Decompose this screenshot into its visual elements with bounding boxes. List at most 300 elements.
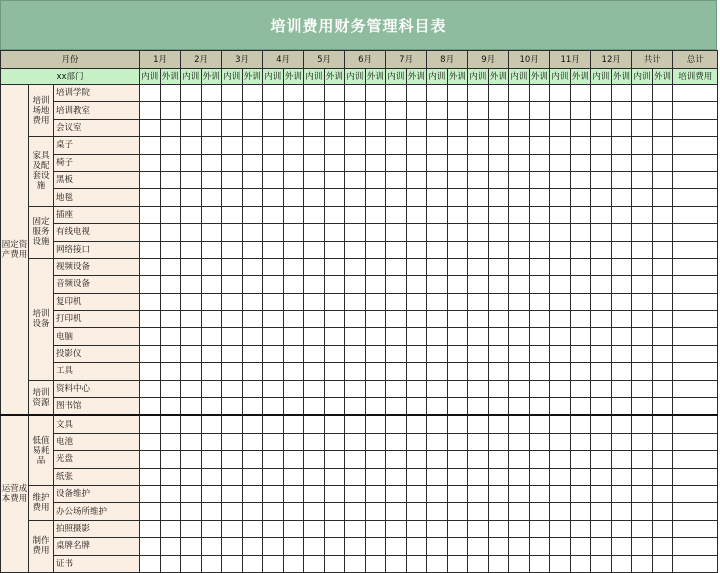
amount-cell[interactable] — [529, 485, 550, 502]
amount-cell[interactable] — [365, 137, 386, 154]
amount-cell[interactable] — [509, 433, 530, 450]
amount-cell[interactable] — [652, 258, 673, 275]
amount-cell[interactable] — [427, 345, 448, 362]
amount-cell[interactable] — [652, 137, 673, 154]
amount-cell[interactable] — [345, 224, 366, 241]
amount-cell[interactable] — [406, 137, 427, 154]
amount-cell[interactable] — [140, 345, 161, 362]
amount-cell[interactable] — [632, 380, 653, 397]
amount-cell[interactable] — [570, 468, 591, 485]
amount-cell[interactable] — [304, 415, 325, 433]
amount-cell[interactable] — [550, 485, 571, 502]
amount-cell[interactable] — [263, 328, 284, 345]
amount-cell[interactable] — [160, 171, 181, 188]
amount-cell[interactable] — [652, 345, 673, 362]
amount-cell[interactable] — [611, 503, 632, 520]
amount-cell[interactable] — [529, 328, 550, 345]
amount-cell[interactable] — [427, 468, 448, 485]
amount-cell[interactable] — [447, 206, 468, 223]
amount-cell[interactable] — [488, 154, 509, 171]
amount-cell[interactable] — [283, 485, 304, 502]
amount-cell[interactable] — [591, 189, 612, 206]
amount-cell[interactable] — [550, 503, 571, 520]
amount-cell[interactable] — [181, 555, 202, 572]
amount-cell[interactable] — [386, 189, 407, 206]
amount-cell[interactable] — [468, 398, 489, 416]
amount-cell[interactable] — [140, 328, 161, 345]
amount-cell[interactable] — [652, 555, 673, 572]
amount-cell[interactable] — [324, 345, 345, 362]
amount-cell[interactable] — [365, 345, 386, 362]
amount-cell[interactable] — [324, 398, 345, 416]
amount-cell[interactable] — [304, 520, 325, 537]
amount-cell[interactable] — [488, 258, 509, 275]
amount-cell[interactable] — [345, 171, 366, 188]
amount-cell[interactable] — [406, 520, 427, 537]
amount-cell[interactable] — [611, 137, 632, 154]
amount-cell[interactable] — [365, 119, 386, 136]
amount-cell[interactable] — [222, 276, 243, 293]
amount-cell[interactable] — [283, 328, 304, 345]
amount-cell[interactable] — [488, 189, 509, 206]
amount-cell[interactable] — [550, 189, 571, 206]
amount-cell[interactable] — [529, 538, 550, 555]
amount-cell[interactable] — [673, 119, 718, 136]
amount-cell[interactable] — [181, 345, 202, 362]
amount-cell[interactable] — [386, 154, 407, 171]
amount-cell[interactable] — [652, 171, 673, 188]
amount-cell[interactable] — [468, 276, 489, 293]
amount-cell[interactable] — [345, 433, 366, 450]
amount-cell[interactable] — [509, 206, 530, 223]
amount-cell[interactable] — [427, 154, 448, 171]
amount-cell[interactable] — [570, 171, 591, 188]
amount-cell[interactable] — [386, 451, 407, 468]
amount-cell[interactable] — [488, 485, 509, 502]
amount-cell[interactable] — [611, 119, 632, 136]
amount-cell[interactable] — [222, 293, 243, 310]
amount-cell[interactable] — [160, 241, 181, 258]
amount-cell[interactable] — [263, 189, 284, 206]
amount-cell[interactable] — [345, 119, 366, 136]
amount-cell[interactable] — [242, 276, 263, 293]
amount-cell[interactable] — [427, 415, 448, 433]
amount-cell[interactable] — [386, 224, 407, 241]
amount-cell[interactable] — [160, 363, 181, 380]
amount-cell[interactable] — [222, 538, 243, 555]
amount-cell[interactable] — [263, 555, 284, 572]
amount-cell[interactable] — [632, 224, 653, 241]
amount-cell[interactable] — [242, 311, 263, 328]
amount-cell[interactable] — [673, 276, 718, 293]
amount-cell[interactable] — [406, 555, 427, 572]
amount-cell[interactable] — [324, 241, 345, 258]
amount-cell[interactable] — [611, 224, 632, 241]
amount-cell[interactable] — [140, 520, 161, 537]
amount-cell[interactable] — [570, 380, 591, 397]
amount-cell[interactable] — [160, 555, 181, 572]
amount-cell[interactable] — [160, 520, 181, 537]
amount-cell[interactable] — [406, 398, 427, 416]
amount-cell[interactable] — [447, 119, 468, 136]
amount-cell[interactable] — [488, 415, 509, 433]
amount-cell[interactable] — [386, 119, 407, 136]
amount-cell[interactable] — [447, 555, 468, 572]
amount-cell[interactable] — [550, 345, 571, 362]
amount-cell[interactable] — [242, 241, 263, 258]
amount-cell[interactable] — [222, 415, 243, 433]
amount-cell[interactable] — [386, 380, 407, 397]
amount-cell[interactable] — [263, 206, 284, 223]
amount-cell[interactable] — [181, 137, 202, 154]
amount-cell[interactable] — [345, 415, 366, 433]
amount-cell[interactable] — [488, 555, 509, 572]
amount-cell[interactable] — [222, 154, 243, 171]
amount-cell[interactable] — [529, 398, 550, 416]
amount-cell[interactable] — [406, 503, 427, 520]
amount-cell[interactable] — [386, 258, 407, 275]
amount-cell[interactable] — [488, 503, 509, 520]
amount-cell[interactable] — [488, 85, 509, 102]
amount-cell[interactable] — [488, 224, 509, 241]
amount-cell[interactable] — [324, 328, 345, 345]
amount-cell[interactable] — [468, 189, 489, 206]
amount-cell[interactable] — [673, 555, 718, 572]
amount-cell[interactable] — [550, 276, 571, 293]
amount-cell[interactable] — [242, 206, 263, 223]
amount-cell[interactable] — [263, 380, 284, 397]
amount-cell[interactable] — [304, 119, 325, 136]
amount-cell[interactable] — [427, 451, 448, 468]
amount-cell[interactable] — [222, 85, 243, 102]
amount-cell[interactable] — [427, 224, 448, 241]
amount-cell[interactable] — [673, 451, 718, 468]
amount-cell[interactable] — [652, 415, 673, 433]
amount-cell[interactable] — [140, 485, 161, 502]
amount-cell[interactable] — [488, 137, 509, 154]
amount-cell[interactable] — [386, 555, 407, 572]
amount-cell[interactable] — [181, 293, 202, 310]
amount-cell[interactable] — [488, 102, 509, 119]
amount-cell[interactable] — [488, 276, 509, 293]
amount-cell[interactable] — [427, 171, 448, 188]
amount-cell[interactable] — [242, 503, 263, 520]
amount-cell[interactable] — [509, 398, 530, 416]
amount-cell[interactable] — [304, 485, 325, 502]
amount-cell[interactable] — [222, 363, 243, 380]
amount-cell[interactable] — [242, 189, 263, 206]
amount-cell[interactable] — [447, 380, 468, 397]
amount-cell[interactable] — [652, 433, 673, 450]
amount-cell[interactable] — [673, 520, 718, 537]
amount-cell[interactable] — [324, 189, 345, 206]
amount-cell[interactable] — [140, 154, 161, 171]
amount-cell[interactable] — [386, 398, 407, 416]
amount-cell[interactable] — [160, 503, 181, 520]
amount-cell[interactable] — [468, 171, 489, 188]
amount-cell[interactable] — [181, 102, 202, 119]
amount-cell[interactable] — [591, 433, 612, 450]
amount-cell[interactable] — [201, 538, 222, 555]
amount-cell[interactable] — [611, 520, 632, 537]
amount-cell[interactable] — [181, 258, 202, 275]
amount-cell[interactable] — [365, 293, 386, 310]
amount-cell[interactable] — [468, 258, 489, 275]
amount-cell[interactable] — [283, 538, 304, 555]
amount-cell[interactable] — [160, 189, 181, 206]
amount-cell[interactable] — [406, 451, 427, 468]
amount-cell[interactable] — [160, 468, 181, 485]
amount-cell[interactable] — [140, 85, 161, 102]
amount-cell[interactable] — [160, 380, 181, 397]
amount-cell[interactable] — [263, 538, 284, 555]
amount-cell[interactable] — [160, 328, 181, 345]
amount-cell[interactable] — [632, 311, 653, 328]
amount-cell[interactable] — [324, 85, 345, 102]
amount-cell[interactable] — [550, 398, 571, 416]
amount-cell[interactable] — [673, 380, 718, 397]
amount-cell[interactable] — [140, 241, 161, 258]
amount-cell[interactable] — [632, 503, 653, 520]
amount-cell[interactable] — [591, 520, 612, 537]
amount-cell[interactable] — [345, 468, 366, 485]
amount-cell[interactable] — [591, 363, 612, 380]
amount-cell[interactable] — [201, 363, 222, 380]
amount-cell[interactable] — [427, 380, 448, 397]
amount-cell[interactable] — [652, 102, 673, 119]
amount-cell[interactable] — [242, 380, 263, 397]
amount-cell[interactable] — [652, 154, 673, 171]
amount-cell[interactable] — [550, 241, 571, 258]
amount-cell[interactable] — [488, 520, 509, 537]
amount-cell[interactable] — [181, 503, 202, 520]
amount-cell[interactable] — [283, 311, 304, 328]
amount-cell[interactable] — [365, 433, 386, 450]
amount-cell[interactable] — [591, 468, 612, 485]
amount-cell[interactable] — [570, 206, 591, 223]
amount-cell[interactable] — [673, 468, 718, 485]
amount-cell[interactable] — [406, 224, 427, 241]
amount-cell[interactable] — [427, 102, 448, 119]
amount-cell[interactable] — [365, 468, 386, 485]
amount-cell[interactable] — [591, 258, 612, 275]
amount-cell[interactable] — [324, 119, 345, 136]
amount-cell[interactable] — [570, 520, 591, 537]
amount-cell[interactable] — [509, 555, 530, 572]
amount-cell[interactable] — [632, 102, 653, 119]
amount-cell[interactable] — [201, 258, 222, 275]
amount-cell[interactable] — [529, 293, 550, 310]
amount-cell[interactable] — [304, 224, 325, 241]
amount-cell[interactable] — [283, 137, 304, 154]
amount-cell[interactable] — [365, 538, 386, 555]
amount-cell[interactable] — [509, 520, 530, 537]
amount-cell[interactable] — [673, 85, 718, 102]
amount-cell[interactable] — [242, 345, 263, 362]
amount-cell[interactable] — [181, 154, 202, 171]
amount-cell[interactable] — [324, 293, 345, 310]
amount-cell[interactable] — [140, 102, 161, 119]
amount-cell[interactable] — [140, 293, 161, 310]
amount-cell[interactable] — [365, 85, 386, 102]
amount-cell[interactable] — [652, 85, 673, 102]
amount-cell[interactable] — [570, 555, 591, 572]
amount-cell[interactable] — [386, 363, 407, 380]
amount-cell[interactable] — [201, 415, 222, 433]
amount-cell[interactable] — [652, 363, 673, 380]
amount-cell[interactable] — [365, 485, 386, 502]
amount-cell[interactable] — [509, 538, 530, 555]
amount-cell[interactable] — [345, 451, 366, 468]
amount-cell[interactable] — [673, 328, 718, 345]
amount-cell[interactable] — [242, 171, 263, 188]
amount-cell[interactable] — [345, 293, 366, 310]
amount-cell[interactable] — [242, 258, 263, 275]
amount-cell[interactable] — [263, 451, 284, 468]
amount-cell[interactable] — [427, 433, 448, 450]
amount-cell[interactable] — [181, 485, 202, 502]
amount-cell[interactable] — [386, 85, 407, 102]
amount-cell[interactable] — [222, 520, 243, 537]
amount-cell[interactable] — [201, 311, 222, 328]
amount-cell[interactable] — [365, 503, 386, 520]
amount-cell[interactable] — [201, 485, 222, 502]
amount-cell[interactable] — [652, 189, 673, 206]
amount-cell[interactable] — [304, 293, 325, 310]
amount-cell[interactable] — [550, 119, 571, 136]
amount-cell[interactable] — [263, 241, 284, 258]
amount-cell[interactable] — [427, 311, 448, 328]
amount-cell[interactable] — [652, 276, 673, 293]
amount-cell[interactable] — [406, 328, 427, 345]
amount-cell[interactable] — [468, 451, 489, 468]
amount-cell[interactable] — [591, 503, 612, 520]
amount-cell[interactable] — [263, 485, 284, 502]
amount-cell[interactable] — [201, 206, 222, 223]
amount-cell[interactable] — [140, 363, 161, 380]
amount-cell[interactable] — [652, 328, 673, 345]
amount-cell[interactable] — [570, 293, 591, 310]
amount-cell[interactable] — [160, 415, 181, 433]
amount-cell[interactable] — [468, 380, 489, 397]
amount-cell[interactable] — [673, 206, 718, 223]
amount-cell[interactable] — [283, 241, 304, 258]
amount-cell[interactable] — [652, 520, 673, 537]
amount-cell[interactable] — [140, 468, 161, 485]
amount-cell[interactable] — [611, 415, 632, 433]
amount-cell[interactable] — [242, 433, 263, 450]
amount-cell[interactable] — [529, 451, 550, 468]
amount-cell[interactable] — [160, 293, 181, 310]
amount-cell[interactable] — [242, 85, 263, 102]
amount-cell[interactable] — [386, 276, 407, 293]
amount-cell[interactable] — [611, 328, 632, 345]
amount-cell[interactable] — [181, 85, 202, 102]
amount-cell[interactable] — [529, 189, 550, 206]
amount-cell[interactable] — [406, 363, 427, 380]
amount-cell[interactable] — [550, 363, 571, 380]
amount-cell[interactable] — [468, 102, 489, 119]
amount-cell[interactable] — [550, 137, 571, 154]
amount-cell[interactable] — [140, 276, 161, 293]
amount-cell[interactable] — [140, 311, 161, 328]
amount-cell[interactable] — [529, 345, 550, 362]
amount-cell[interactable] — [201, 503, 222, 520]
amount-cell[interactable] — [611, 468, 632, 485]
amount-cell[interactable] — [447, 415, 468, 433]
amount-cell[interactable] — [468, 206, 489, 223]
amount-cell[interactable] — [304, 451, 325, 468]
amount-cell[interactable] — [181, 380, 202, 397]
amount-cell[interactable] — [591, 328, 612, 345]
amount-cell[interactable] — [591, 451, 612, 468]
amount-cell[interactable] — [509, 485, 530, 502]
amount-cell[interactable] — [509, 328, 530, 345]
amount-cell[interactable] — [509, 154, 530, 171]
amount-cell[interactable] — [652, 380, 673, 397]
amount-cell[interactable] — [201, 119, 222, 136]
amount-cell[interactable] — [222, 485, 243, 502]
amount-cell[interactable] — [632, 206, 653, 223]
amount-cell[interactable] — [652, 451, 673, 468]
amount-cell[interactable] — [181, 206, 202, 223]
amount-cell[interactable] — [468, 433, 489, 450]
amount-cell[interactable] — [365, 555, 386, 572]
amount-cell[interactable] — [386, 241, 407, 258]
amount-cell[interactable] — [406, 311, 427, 328]
amount-cell[interactable] — [386, 345, 407, 362]
amount-cell[interactable] — [611, 171, 632, 188]
amount-cell[interactable] — [673, 293, 718, 310]
amount-cell[interactable] — [509, 241, 530, 258]
amount-cell[interactable] — [263, 433, 284, 450]
amount-cell[interactable] — [591, 538, 612, 555]
amount-cell[interactable] — [550, 102, 571, 119]
amount-cell[interactable] — [611, 363, 632, 380]
amount-cell[interactable] — [201, 189, 222, 206]
amount-cell[interactable] — [160, 451, 181, 468]
amount-cell[interactable] — [263, 311, 284, 328]
amount-cell[interactable] — [652, 119, 673, 136]
amount-cell[interactable] — [181, 538, 202, 555]
amount-cell[interactable] — [427, 189, 448, 206]
amount-cell[interactable] — [427, 363, 448, 380]
amount-cell[interactable] — [283, 398, 304, 416]
amount-cell[interactable] — [591, 311, 612, 328]
amount-cell[interactable] — [673, 189, 718, 206]
amount-cell[interactable] — [304, 398, 325, 416]
amount-cell[interactable] — [242, 451, 263, 468]
amount-cell[interactable] — [673, 503, 718, 520]
amount-cell[interactable] — [283, 468, 304, 485]
amount-cell[interactable] — [550, 555, 571, 572]
amount-cell[interactable] — [365, 206, 386, 223]
amount-cell[interactable] — [632, 258, 653, 275]
amount-cell[interactable] — [181, 363, 202, 380]
amount-cell[interactable] — [304, 189, 325, 206]
amount-cell[interactable] — [427, 398, 448, 416]
amount-cell[interactable] — [673, 224, 718, 241]
amount-cell[interactable] — [160, 258, 181, 275]
amount-cell[interactable] — [283, 380, 304, 397]
amount-cell[interactable] — [263, 154, 284, 171]
amount-cell[interactable] — [570, 154, 591, 171]
amount-cell[interactable] — [652, 293, 673, 310]
amount-cell[interactable] — [181, 468, 202, 485]
amount-cell[interactable] — [406, 415, 427, 433]
amount-cell[interactable] — [550, 468, 571, 485]
amount-cell[interactable] — [529, 503, 550, 520]
